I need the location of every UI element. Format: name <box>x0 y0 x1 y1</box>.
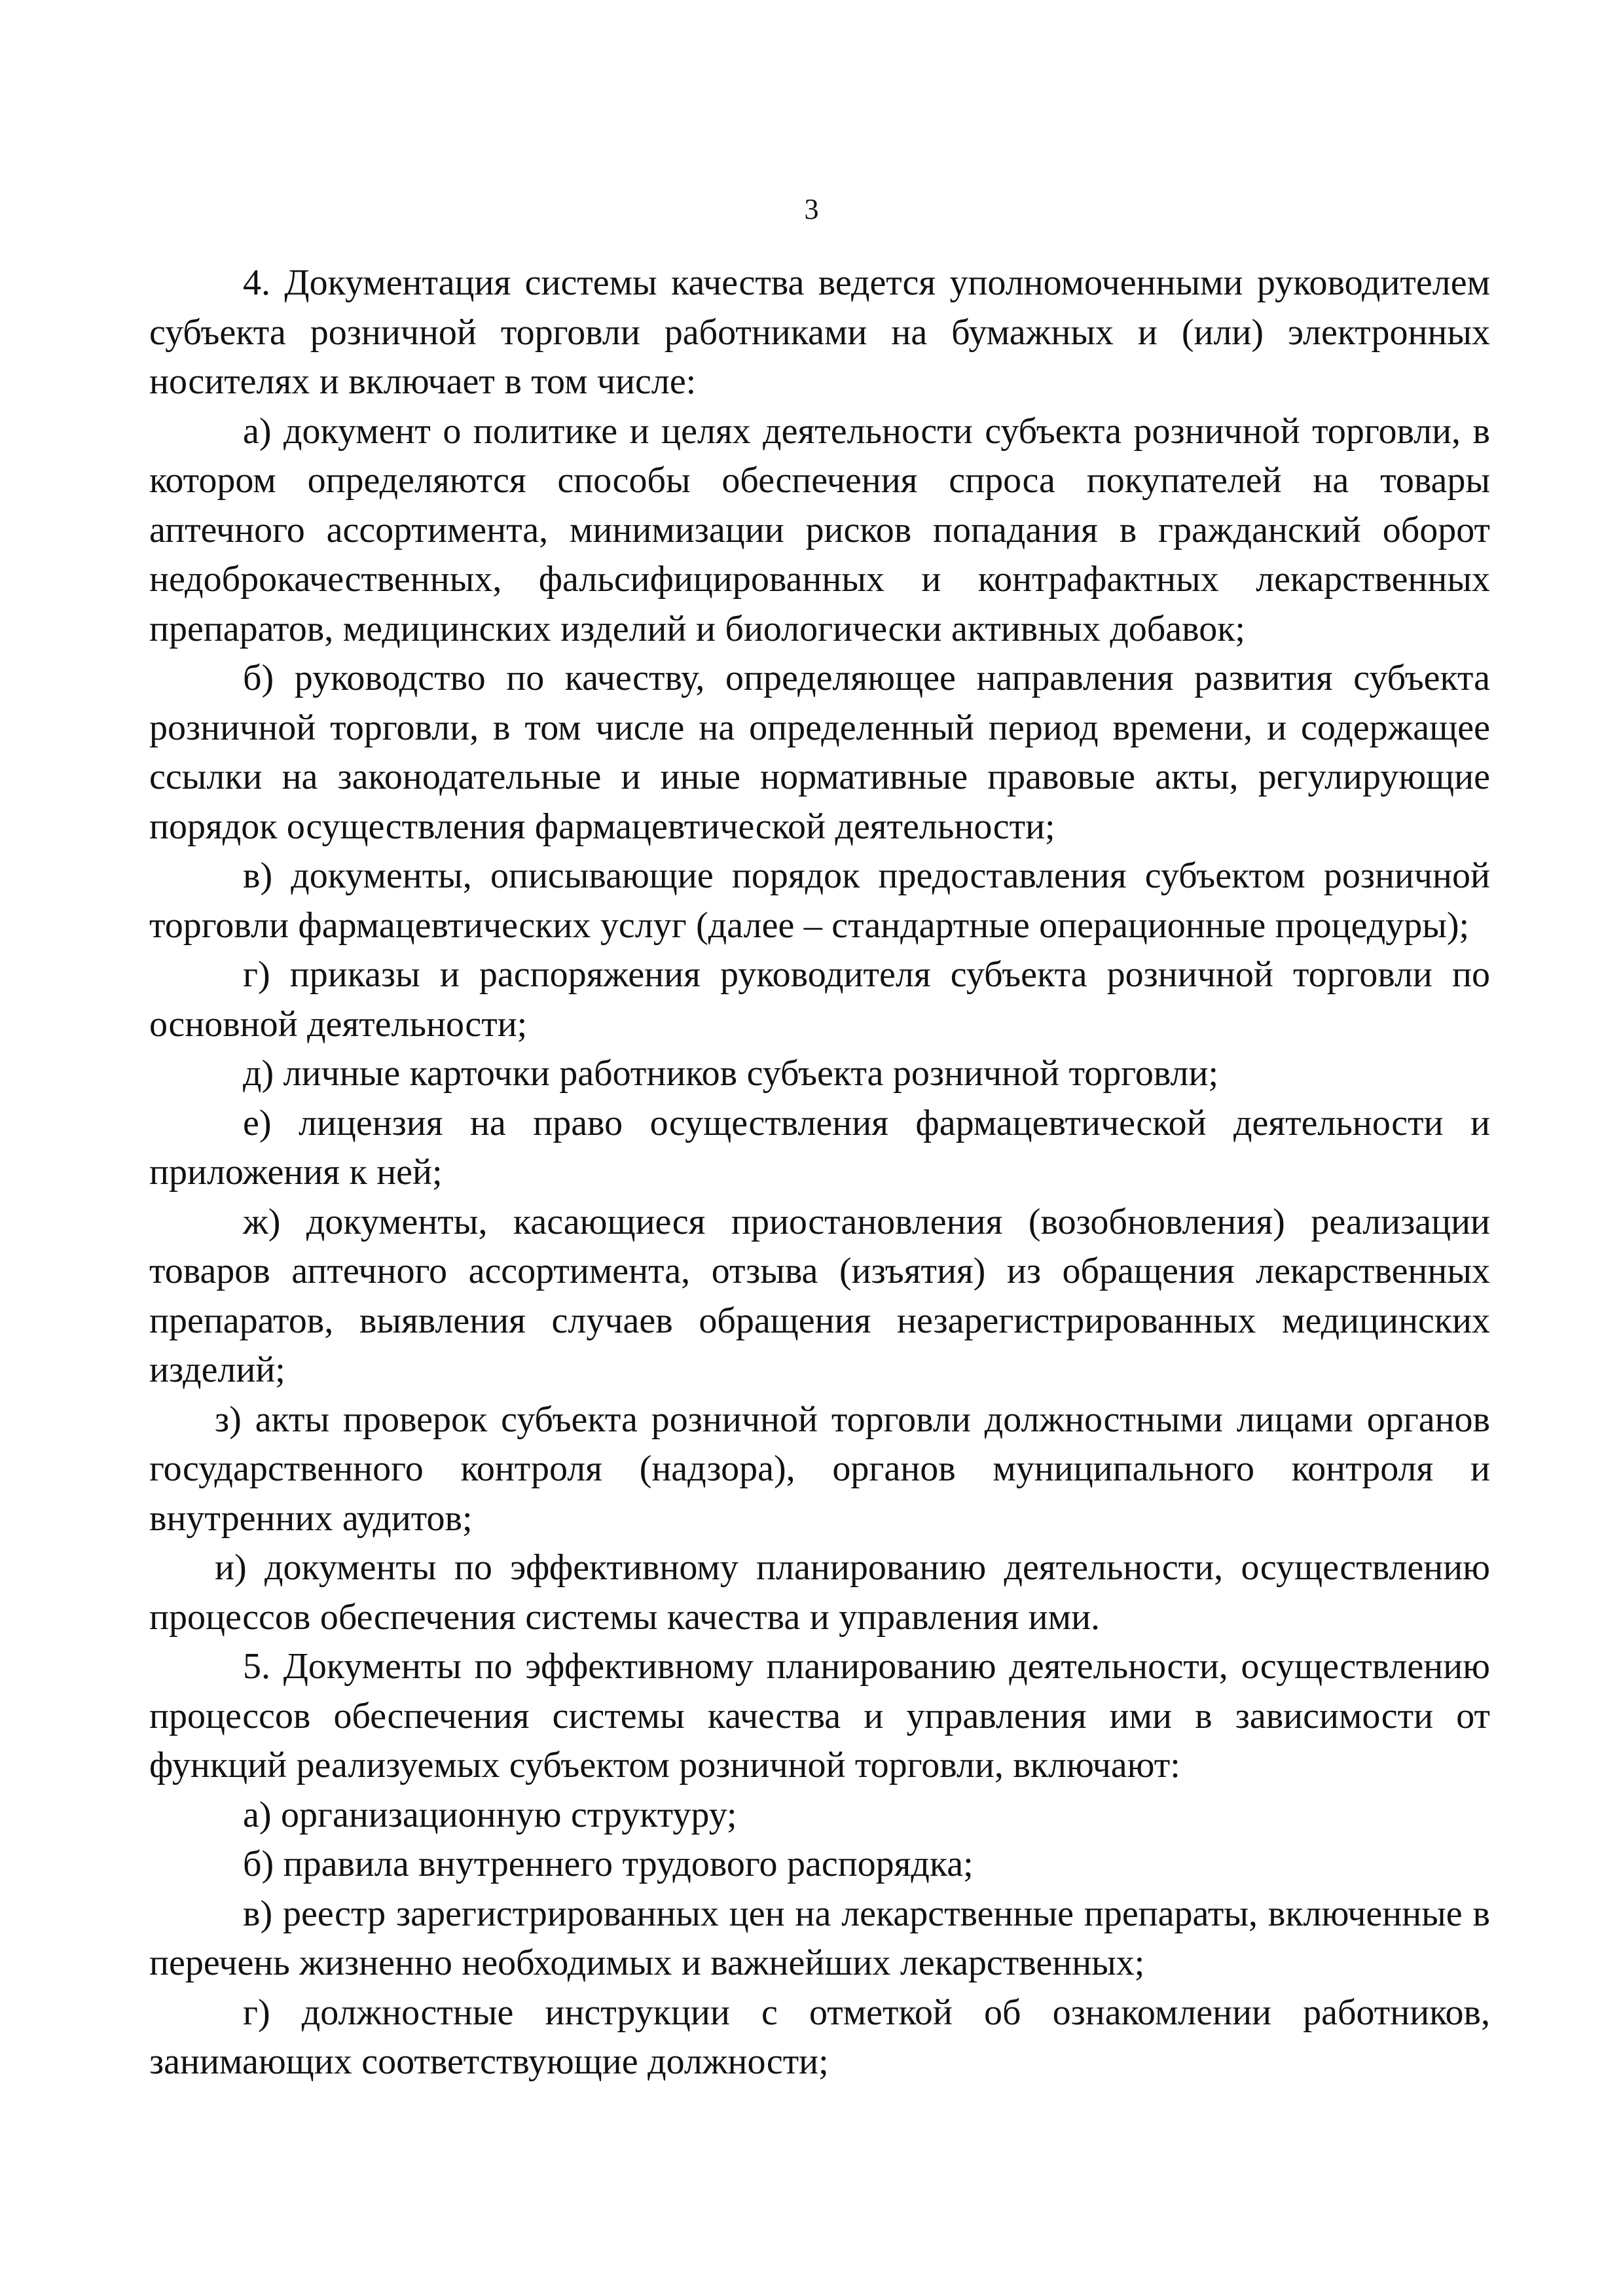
paragraph-4: 4. Документация системы качества ведется уполномоченными руководителем субъекта розничной торговли работниками на бумажных и (или) электронных носителях и включает в том числе: <box>149 262 1490 402</box>
list-item-4z: з) акты проверок субъекта розничной торговли должностными лицами органов государственного контроля (надзора), органов муниципального контроля и внутренних аудитов; <box>149 1399 1490 1539</box>
list-item-4e: е) лицензия на право осуществления фармацевтической деятельности и приложения к ней; <box>149 1102 1490 1193</box>
paragraph-5: 5. Документы по эффективному планированию деятельности, осуществлению процессов обеспечения системы качества и управления ими в зависимости от функций реализуемых субъектом розничной торговли, включают: <box>149 1646 1490 1785</box>
list-item-5v: в) реестр зарегистрированных цен на лекарственные препараты, включенные в перечень жизненно необходимых и важнейших лекарственных; <box>149 1893 1490 1983</box>
list-item-5b: б) правила внутреннего трудового распорядка; <box>243 1844 974 1884</box>
list-item-4b: б) руководство по качеству, определяющее направления развития субъекта розничной торговли, в том числе на определенный период времени, и содержащее ссылки на законодательные и иные нормативные правовые акты, регулирующие порядок осуществления фармацевтической деятельности; <box>149 658 1490 847</box>
list-item-4i: и) документы по эффективному планированию деятельности, осуществлению процессов обеспечения системы качества и управления ими. <box>149 1547 1490 1638</box>
list-item-4zh: ж) документы, касающиеся приостановления (возобновления) реализации товаров аптечного ассортимента, отзыва (изъятия) из обращения лекарственных препаратов, выявления случаев обращения незарегистрированных медицинских изделий; <box>149 1201 1490 1390</box>
list-item-4v: в) документы, описывающие порядок предоставления субъектом розничной торговли фармацевтических услуг (далее – стандартные операционные процедуры); <box>149 855 1490 946</box>
list-item-4d: д) личные карточки работников субъекта розничной торговли; <box>243 1053 1219 1094</box>
document-body <box>149 259 1490 2087</box>
page-number: 3 <box>804 193 819 225</box>
list-item-4a: а) документ о политике и целях деятельности субъекта розничной торговли, в котором определяются способы обеспечения спроса покупателей на товары аптечного ассортимента, минимизации рисков попадания в гражданский оборот недоброкачественных, фальсифицированных и контрафактных лекарственных препаратов, медицинских изделий и биологически активных добавок; <box>149 410 1490 649</box>
list-item-5g: г) должностные инструкции с отметкой об ознакомлении работников, занимающих соответствующие должности; <box>149 1992 1490 2082</box>
list-item-5a: а) организационную структуру; <box>243 1794 737 1835</box>
list-item-4g: г) приказы и распоряжения руководителя субъекта розничной торговли по основной деятельности; <box>149 954 1490 1045</box>
